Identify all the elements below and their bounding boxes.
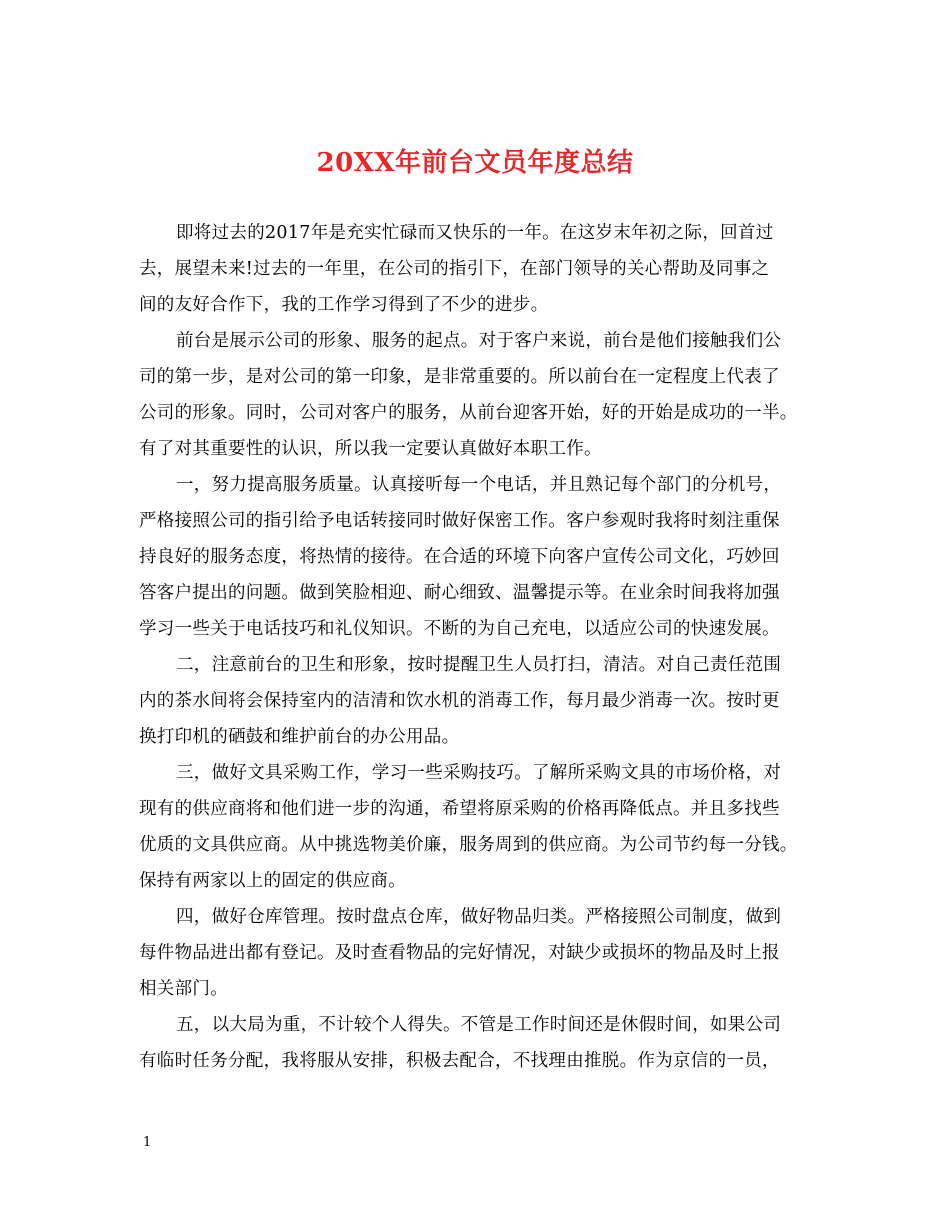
text-line: 持良好的服务态度，将热情的接待。在合适的环境下向客户宣传公司文化，巧妙回	[139, 547, 780, 567]
text-line: 严格接照公司的指引给予电话转接同时做好保密工作。客户参观时我将时刻注重保	[139, 511, 780, 531]
paragraph	[139, 1007, 829, 1079]
page-number: 1	[143, 1135, 152, 1150]
text-line: 前台是展示公司的形象、服务的起点。对于客户来说，前台是他们接触我们公	[176, 331, 782, 351]
text-line: 即将过去的2017年是充实忙碌而又快乐的一年。在这岁末年初之际，回首过	[176, 223, 774, 243]
text-line: 间的友好合作下，我的工作学习得到了不少的进步。	[139, 295, 549, 315]
text-line: 每件物品进出都有登记。及时查看物品的完好情况，对缺少或损坏的物品及时上报	[139, 943, 780, 963]
text-line: 五，以大局为重，不计较个人得失。不管是工作时间还是休假时间，如果公司	[176, 1015, 782, 1035]
text-line: 四，做好仓库管理。按时盘点仓库，做好物品归类。严格接照公司制度，做到	[176, 907, 782, 927]
paragraph	[139, 755, 829, 899]
text-line: 内的茶水间将会保持室内的洁清和饮水机的消毒工作，每月最少消毒一次。按时更	[139, 691, 780, 711]
text-line: 有了对其重要性的认识，所以我一定要认真做好本职工作。	[139, 439, 602, 459]
text-line: 二，注意前台的卫生和形象，按时提醒卫生人员打扫，清洁。对自己责任范围	[176, 655, 782, 675]
paragraph	[139, 899, 829, 1007]
text-line: 相关部门。	[139, 979, 228, 999]
text-line: 换打印机的硒鼓和维护前台的办公用品。	[139, 727, 460, 747]
text-line: 司的第一步，是对公司的第一印象，是非常重要的。所以前台在一定程度上代表了	[139, 367, 780, 387]
text-line: 优质的文具供应商。从中挑选物美价廉，服务周到的供应商。为公司节约每一分钱。	[139, 835, 798, 855]
paragraph	[139, 647, 829, 755]
text-line: 有临时任务分配，我将服从安排，积极去配合，不找理由推脱。作为京信的一员，	[139, 1051, 780, 1071]
text-line: 公司的形象。同时，公司对客户的服务，从前台迎客开始，好的开始是成功的一半。	[139, 403, 798, 423]
text-line: 去，展望未来!过去的一年里，在公司的指引下，在部门领导的关心帮助及同事之	[139, 259, 770, 279]
paragraph	[139, 323, 829, 467]
document-body	[139, 215, 829, 1079]
text-line: 保持有两家以上的固定的供应商。	[139, 871, 406, 891]
paragraph	[139, 467, 829, 647]
text-line: 三，做好文具采购工作，学习一些采购技巧。了解所采购文具的市场价格，对	[176, 763, 782, 783]
paragraph	[139, 215, 829, 323]
text-line: 学习一些关于电话技巧和礼仪知识。不断的为自己充电，以适应公司的快速发展。	[139, 619, 780, 639]
text-line: 答客户提出的问题。做到笑脸相迎、耐心细致、温馨提示等。在业余时间我将加强	[139, 583, 780, 603]
text-line: 现有的供应商将和他们进一步的沟通，希望将原采购的价格再降低点。并且多找些	[139, 799, 780, 819]
text-line: 一，努力提高服务质量。认真接听每一个电话，并且熟记每个部门的分机号，	[176, 475, 782, 495]
document-title: 20XX年前台文员年度总结	[316, 148, 634, 178]
